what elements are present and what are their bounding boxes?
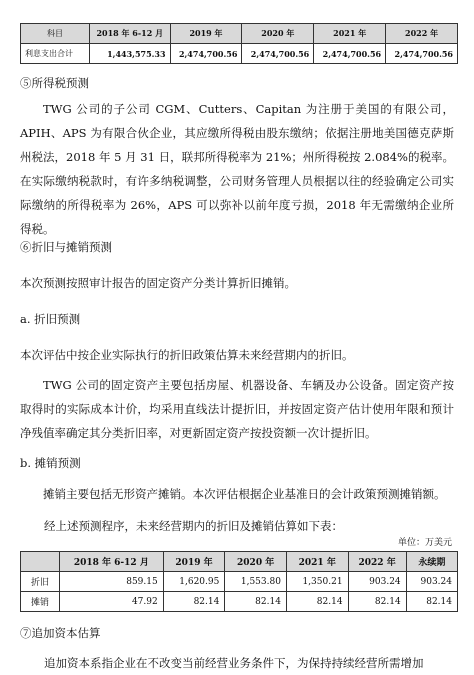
- table-row: [21, 44, 458, 64]
- table-cell: 1,443,575.33: [90, 44, 171, 64]
- paragraph-table-intro: 经上述预测程序，未来经营期内的折旧及摊销估算如下表：: [44, 519, 343, 533]
- row-label: 摊销: [21, 592, 60, 612]
- header-cell: 2021 年: [314, 24, 386, 44]
- table-cell: 1,350.21: [286, 572, 348, 592]
- table-row: [21, 592, 458, 612]
- table-cell: 82.14: [286, 592, 348, 612]
- header-cell: 2020 年: [225, 552, 287, 572]
- subheading-depreciation: a. 折旧预测: [20, 312, 81, 326]
- table-row: [21, 572, 458, 592]
- header-cell: 2021 年: [286, 552, 348, 572]
- table-cell: 82.14: [163, 592, 225, 612]
- subheading-amortization: b. 摊销预测: [20, 456, 81, 470]
- header-cell: 科目: [21, 24, 90, 44]
- header-cell: 2019 年: [163, 552, 225, 572]
- header-cell: 2019 年: [170, 24, 242, 44]
- table-header-row: [21, 24, 458, 44]
- paragraph-income-tax: TWG 公司的子公司 CGM、Cutters、Capitan 为注册于美国的有限公司，APIH、APS 为有限合伙企业，其应缴所得税由股东缴纳；依据注册地美国德克萨斯州税法，2018 年 5 月 31 日，联邦所得税率为 21%；州所得税按 2.084%的税率。在实际缴纳税款时，有许多纳税调整，公司财务管理人员根据以往的经验确定公司实际缴纳的所得税率为 26%，APS 可以弥补以前年度亏损，2018 年无需缴纳企业所得税。: [20, 102, 454, 236]
- row-label: 折旧: [21, 572, 60, 592]
- header-cell: [21, 552, 60, 572]
- row-label: 利息支出合计: [21, 44, 90, 64]
- header-cell: 2020 年: [242, 24, 314, 44]
- table-cell: 1,620.95: [163, 572, 225, 592]
- table-cell: 1,553.80: [225, 572, 287, 592]
- depreciation-table: [20, 551, 458, 612]
- table-cell: 82.14: [406, 592, 457, 612]
- header-cell: 永续期: [406, 552, 457, 572]
- unit-label: 单位：万美元: [397, 538, 452, 548]
- table-cell: 2,474,700.56: [314, 44, 386, 64]
- paragraph-dep-intro: 本次预测按照审计报告的固定资产分类计算折旧摊销。: [20, 276, 296, 290]
- paragraph-fixed-assets: TWG 公司的固定资产主要包括房屋、机器设备、车辆及办公设备。固定资产按取得时的实际成本计价，均采用直线法计提折旧，并按固定资产估计使用年限和预计净残值率确定其分类折旧率，对更新固定资产按投资额一次计提折旧。: [20, 378, 454, 440]
- header-cell: 2022 年: [348, 552, 406, 572]
- header-cell: 2018 年 6-12 月: [90, 24, 171, 44]
- header-cell: 2018 年 6-12 月: [60, 552, 164, 572]
- table-cell: 859.15: [60, 572, 164, 592]
- interest-expense-table: [20, 23, 458, 64]
- table-cell: 903.24: [406, 572, 457, 592]
- heading-depreciation: ⑥折旧与摊销预测: [20, 240, 112, 254]
- header-cell: 2022 年: [386, 24, 458, 44]
- table-cell: 2,474,700.56: [170, 44, 242, 64]
- paragraph-amortization: 摊销主要包括无形资产摊销。本次评估根据企业基准日的会计政策预测摊销额。: [43, 487, 446, 501]
- table-cell: 82.14: [225, 592, 287, 612]
- table-cell: 2,474,700.56: [386, 44, 458, 64]
- paragraph-capex: 追加资本系指企业在不改变当前经营业务条件下，为保持持续经营所需增加: [44, 656, 424, 670]
- heading-income-tax: ⑤所得税预测: [20, 76, 89, 90]
- table-cell: 47.92: [60, 592, 164, 612]
- heading-capex: ⑦追加资本估算: [20, 626, 101, 640]
- table-cell: 82.14: [348, 592, 406, 612]
- table-header-row: [21, 552, 458, 572]
- table-cell: 2,474,700.56: [242, 44, 314, 64]
- paragraph-dep-policy: 本次评估中按企业实际执行的折旧政策估算未来经营期内的折旧。: [20, 348, 354, 362]
- table-cell: 903.24: [348, 572, 406, 592]
